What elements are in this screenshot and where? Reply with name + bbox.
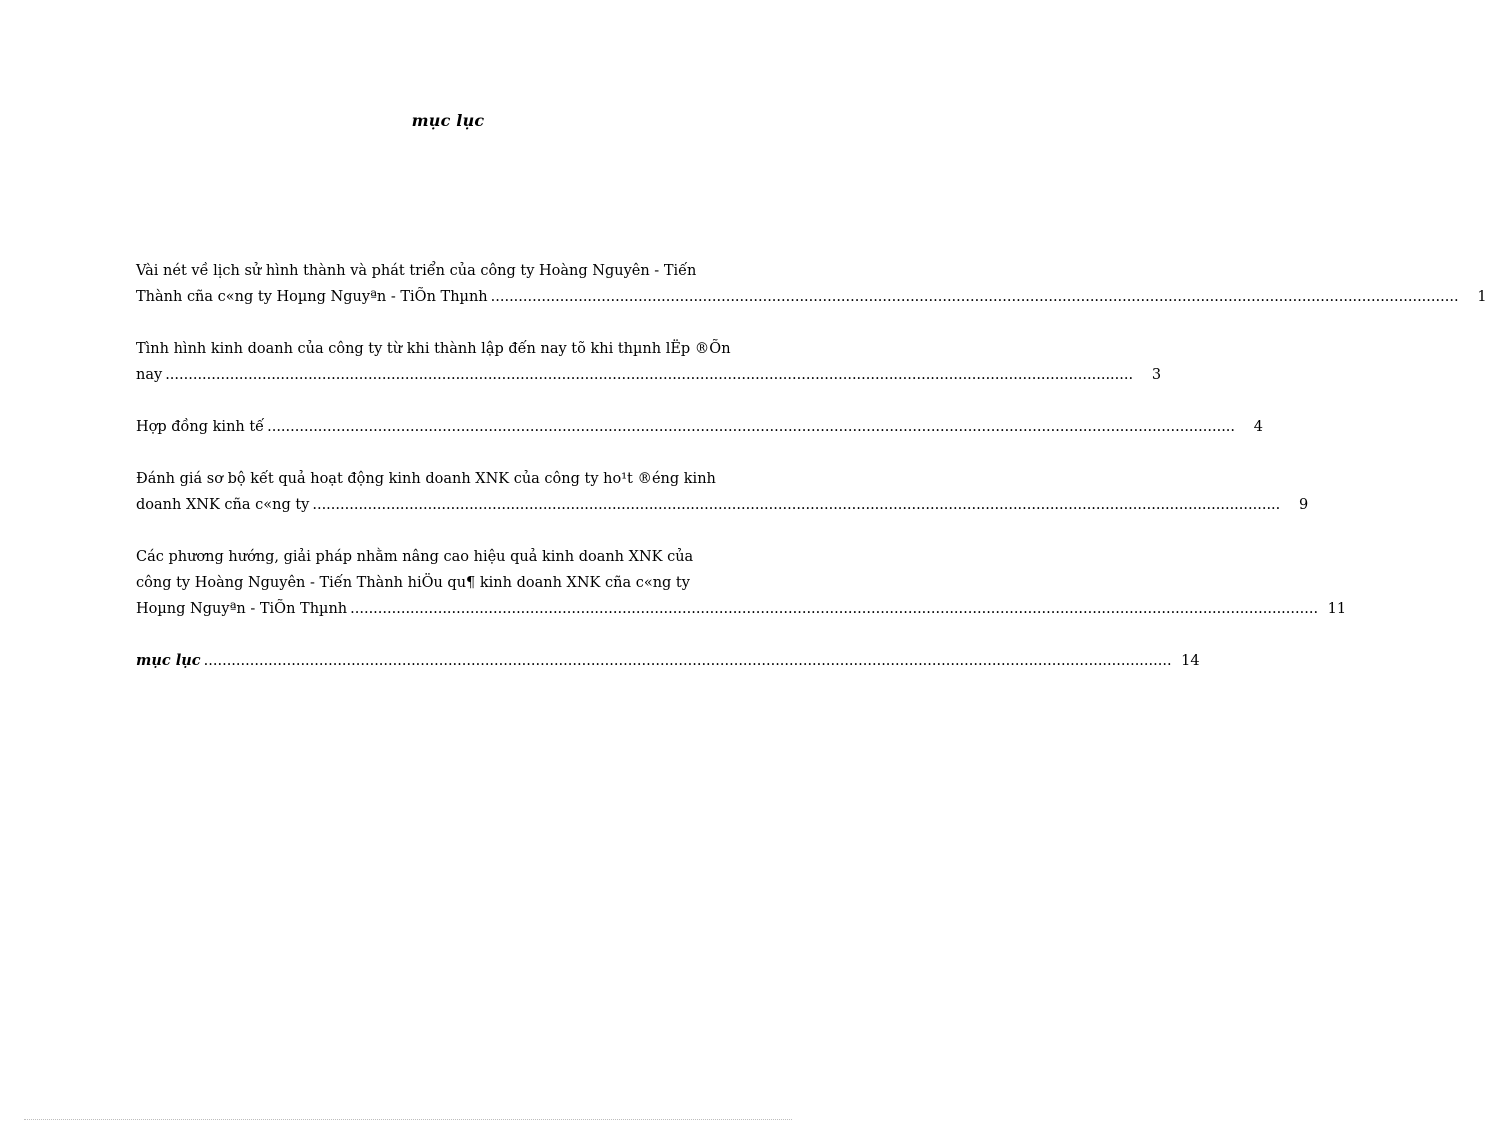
dot-leader: .................................................................................................................................................................................................................. [203,653,1172,669]
toc-page-number: 4 [1253,419,1264,435]
table-of-contents [136,258,1487,700]
toc-page-number: 1 [1477,289,1487,305]
dot-leader: .................................................................................................................................................................................................................. [350,601,1319,617]
toc-entry-economic-contract[interactable] [136,414,1264,440]
toc-entry-business-situation[interactable] [136,336,1162,388]
dot-leader: .................................................................................................................................................................................................................. [267,419,1236,435]
dot-leader: .................................................................................................................................................................................................................. [490,289,1459,305]
toc-page-number: 14 [1181,653,1200,669]
toc-page-number: 11 [1327,601,1347,617]
toc-entry-evaluation[interactable] [136,466,1309,518]
toc-entry-text: Các phương hướng, giải pháp nhằm nâng cao hiệu quả kinh doanh XNK của [136,549,694,565]
toc-entry-text: Tình hình kinh doanh của công ty từ khi thành lập đến nay tõ khi thµnh lËp ®Õn [136,341,731,357]
page-title: mục lục [411,111,485,130]
toc-entry-contents[interactable] [136,648,1200,674]
page-bottom-divider [24,1119,792,1120]
toc-entry-text: công ty Hoàng Nguyên - Tiến Thành hiÖu qu¶ kinh doanh XNK cña c«ng ty [136,575,690,591]
toc-page-number: 9 [1299,497,1309,513]
toc-entry-text: nay [136,367,163,383]
toc-entry-solutions[interactable] [136,544,1347,622]
dot-leader: .................................................................................................................................................................................................................. [165,367,1134,383]
toc-entry-text: Đánh giá sơ bộ kết quả hoạt động kinh doanh XNK của công ty ho¹t ®éng kinh [136,471,716,487]
toc-entry-text: doanh XNK cña c«ng ty [136,497,310,513]
toc-entry-text: Hợp đồng kinh tế [136,419,265,435]
dot-leader: .................................................................................................................................................................................................................. [312,497,1281,513]
toc-entry-text: Vài nét về lịch sử hình thành và phát triển của công ty Hoàng Nguyên - Tiến [136,263,697,279]
toc-entry-text: mục lục [136,652,201,669]
toc-entry-text: Thành cña c«ng ty Hoµng Nguyªn - TiÕn Thµnh [136,289,488,305]
toc-page-number: 3 [1151,367,1162,383]
toc-entry-history[interactable] [136,258,1487,310]
toc-entry-text: Hoµng Nguyªn - TiÕn Thµnh [136,601,348,617]
